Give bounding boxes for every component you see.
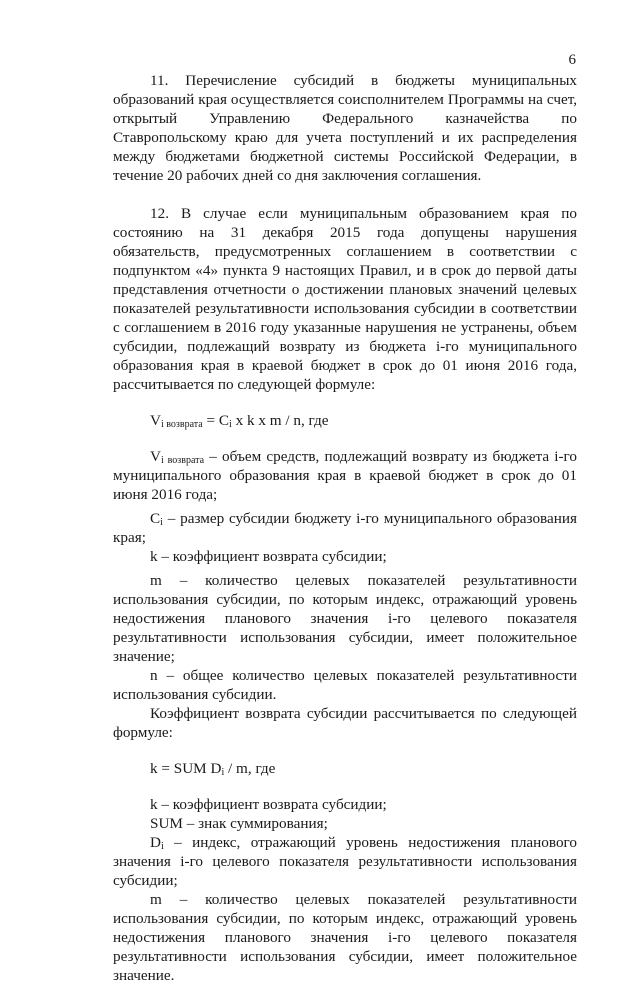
formula-coefficient [113, 759, 577, 778]
formula-tail: x k x m / n, где [231, 412, 329, 429]
definition-c [113, 509, 577, 547]
definition2-m: m – количество целевых показателей результативности использования субсидии, по которым индекс, отражающий уровень недостижения планового значения i-го целевого показателя результативности использования субсидии, имеет положительное значение. [113, 891, 577, 984]
definition2-d-text: – индекс, отражающий уровень недостижения планового значения i-го целевого показателя результативности использования субсидии; [113, 834, 577, 889]
formula2-head: k = SUM D [150, 760, 222, 777]
paragraph-11: 11. Перечисление субсидий в бюджеты муниципальных образований края осуществляется соисполнителем Программы на счет, открытый Управлению Федерального казначейства по Ставропольскому краю для учета поступлений и их распределения между бюджетами бюджетной системы Российской Федерации, в течение 20 рабочих дней со дня заключения соглашения. [113, 72, 577, 184]
formula-return-volume [113, 411, 577, 430]
formula-eq-c: = C [202, 412, 229, 429]
definition2-sum: SUM – знак суммирования; [150, 815, 328, 832]
definition2-d-symbol: D [150, 834, 161, 851]
definition-v-text: – объем средств, подлежащий возврату из бюджета i-го муниципального образования края в краевой бюджет в срок до 01 июня 2016 года; [113, 448, 578, 503]
definition2-d-subscript: i [160, 841, 164, 852]
definition-c-symbol: C [150, 510, 161, 527]
document-body [113, 71, 577, 985]
coefficient-intro: Коэффициент возврата субсидии рассчитывается по следующей формуле: [113, 705, 577, 741]
definition2-k: k – коэффициент возврата субсидии; [150, 796, 387, 813]
page-number: 6 [568, 52, 576, 68]
definition-v [113, 447, 577, 504]
formula-v: V [150, 412, 161, 429]
definition-c-text: – размер субсидии бюджету i-го муниципального образования края; [113, 510, 577, 546]
definition-v-symbol: V [150, 448, 161, 465]
definition-v-subscript: i возврата [160, 455, 205, 466]
formula-v-subscript: i возврата [160, 419, 203, 430]
definition2-d [113, 833, 577, 890]
definition-n: n – общее количество целевых показателей результативности использования субсидии. [113, 667, 577, 703]
formula-c-subscript: i [228, 419, 232, 430]
paragraph-12: 12. В случае если муниципальным образованием края по состоянию на 31 декабря 2015 года допущены нарушения обязательств, предусмотренных соглашением в соответствии с подпунктом «4» пункта 9 настоящих Правил, и в срок до первой даты представления отчетности о достижении плановых значений целевых показателей результативности использования субсидии в соответствии с соглашением в 2016 году указанные нарушения не устранены, объем субсидии, подлежащий возврату из бюджета i-го муниципального образования края в краевой бюджет в срок до 01 июня 2016 года, рассчитывается по следующей формуле: [113, 205, 577, 393]
definition-k: k – коэффициент возврата субсидии; [150, 548, 387, 565]
formula2-subscript: i [221, 767, 225, 778]
formula2-tail: / m, где [224, 760, 276, 777]
definition-m: m – количество целевых показателей результативности использования субсидии, по которым индекс, отражающий уровень недостижения планового значения i-го целевого показателя результативности использования субсидии, имеет положительное значение; [113, 572, 577, 665]
definition-c-subscript: i [160, 517, 163, 528]
